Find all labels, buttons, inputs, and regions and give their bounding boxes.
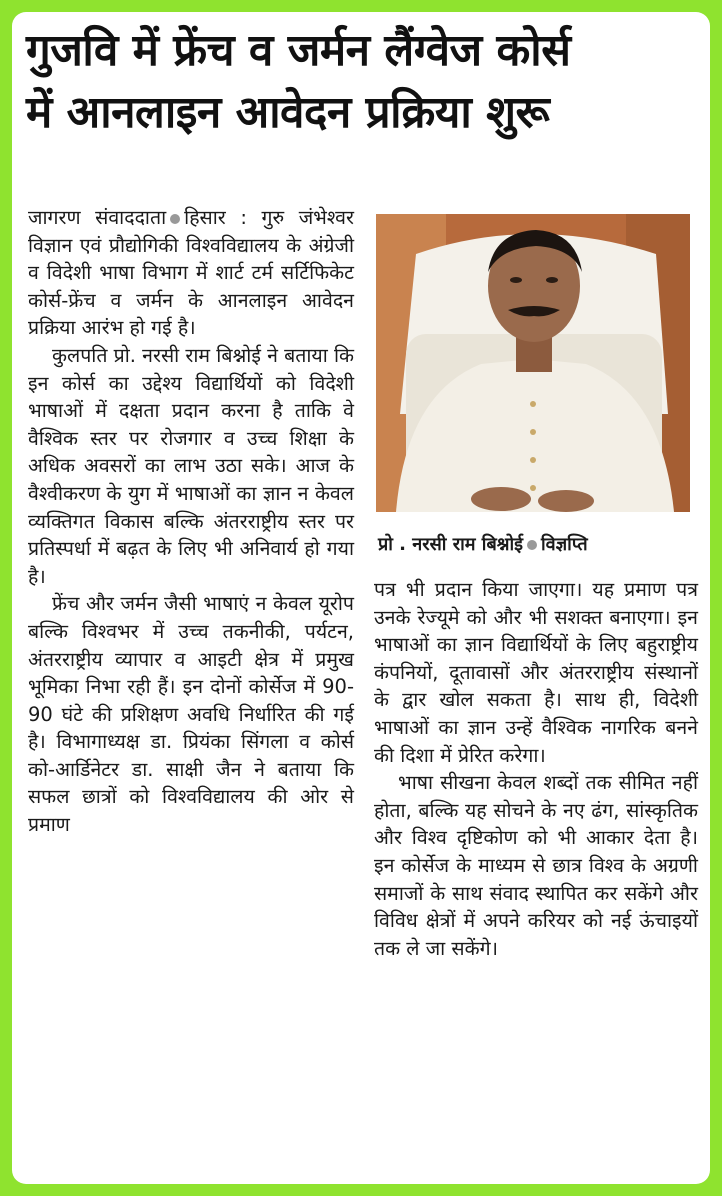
article-column-right [374, 576, 698, 962]
headline-line-1: गुजवि में फ्रेंच व जर्मन लैंग्वेज कोर्स [26, 25, 571, 76]
headline-line-2: में आनलाइन आवेदन प्रक्रिया शुरू [26, 87, 550, 138]
newspaper-clipping [12, 12, 710, 1184]
intro-paragraph [28, 204, 354, 342]
caption-name: प्रो . नरसी राम बिश्नोई [378, 534, 523, 555]
photo-caption [378, 532, 698, 556]
dateline-location: हिसार : [184, 206, 247, 229]
paragraph-5: भाषा सीखना केवल शब्दों तक सीमित नहीं होता, बल्कि यह सोचने के नए ढंग, सांस्कृतिक और विश्व दृष्टिकोण को भी आकार देता है। इन कोर्सेज के माध्यम से छात्र विश्व के अग्रणी समाजों के साथ संवाद स्थापित कर सकेंगे और विविध क्षेत्रों में अपने करियर को नई ऊंचाइयों तक ले जा सकेंगे। [374, 771, 698, 960]
vice-chancellor-photo [376, 214, 690, 512]
paragraph-1: गुरु जंभेश्वर विज्ञान एवं प्रौद्योगिकी विश्वविद्यालय के अंग्रेजी व विदेशी भाषा विभाग में शार्ट टर्म सर्टिफिकेट कोर्स-फ्रेंच व जर्मन के आनलाइन आवेदन प्रक्रिया आरंभ हो गई है। [28, 206, 354, 340]
article-column-left [28, 204, 354, 839]
caption-credit: विज्ञप्ति [540, 534, 588, 555]
paragraph-2: कुलपति प्रो. नरसी राम बिश्नोई ने बताया कि इन कोर्स का उद्देश्य विद्यार्थियों को विदेशी भाषाओं में दक्षता प्रदान करना है ताकि वे वैश्विक स्तर पर रोजगार व उच्च शिक्षा के अधिक अवसरों का लाभ उठा सके। आज के वैश्वीकरण के युग में भाषाओं का ज्ञान न केवल व्यक्तिगत विकास बल्कि अंतरराष्ट्रीय स्तर पर प्रतिस्पर्धा में बढ़त के लिए भी अनिवार्य हो गया है। [28, 343, 354, 588]
bullet-dot-icon [170, 214, 180, 224]
byline: जागरण संवाददाता [28, 206, 167, 229]
paragraph-3: फ्रेंच और जर्मन जैसी भाषाएं न केवल यूरोप बल्कि विश्वभर में उच्च तकनीकी, पर्यटन, अंतरराष्ट्रीय व्यापार व आइटी क्षेत्र में प्रमुख भूमिका निभा रही हैं। इन दोनों कोर्सेज में 90-90 घंटे की प्रशिक्षण अवधि निर्धारित की गई है। विभागाध्यक्ष डा. प्रियंका सिंगला व कोर्स को-आर्डिनेटर डा. साक्षी जैन ने बताया कि सफल छात्रों को विश्वविद्यालय की ओर से प्रमाण [28, 592, 354, 837]
portrait-image [376, 214, 690, 512]
article-headline [26, 20, 702, 144]
paragraph-4: पत्र भी प्रदान किया जाएगा। यह प्रमाण पत्र उनके रेज्यूमे को और भी सशक्त बनाएगा। इन भाषाओं का ज्ञान विद्यार्थियों के लिए बहुराष्ट्रीय कंपनियों, दूतावासों और अंतरराष्ट्रीय संस्थानों के द्वार खोल सकता है। साथ ही, विदेशी भाषाओं का ज्ञान उन्हें वैश्विक नागरिक बनने की दिशा में प्रेरित करेगा। [374, 578, 698, 767]
bullet-dot-icon [527, 540, 537, 550]
